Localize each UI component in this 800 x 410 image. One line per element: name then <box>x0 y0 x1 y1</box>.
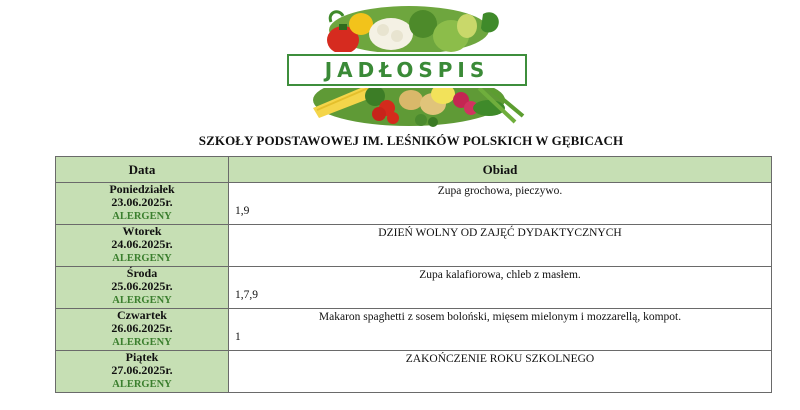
allergen-codes: 1,7,9 <box>235 289 258 301</box>
allergen-label: ALERGENY <box>112 210 172 222</box>
day-name: Środa <box>126 266 158 280</box>
day-cell <box>56 309 229 351</box>
logo-title: JADŁOSPIS <box>324 58 490 82</box>
day-cell <box>56 351 229 393</box>
table-row <box>56 225 772 267</box>
table-row <box>56 183 772 225</box>
menu-logo <box>283 4 536 128</box>
day-name: Poniedziałek <box>109 182 175 196</box>
meal-description: Zupa kalafiorowa, chleb z masłem. <box>419 269 581 281</box>
day-cell <box>56 183 229 225</box>
allergen-label: ALERGENY <box>112 378 172 390</box>
allergen-label: ALERGENY <box>112 336 172 348</box>
meal-cell <box>229 309 772 351</box>
meal-description: ZAKOŃCZENIE ROKU SZKOLNEGO <box>405 353 595 365</box>
allergen-label: ALERGENY <box>112 294 172 306</box>
day-name: Piątek <box>125 350 159 364</box>
menu-table <box>55 156 772 393</box>
day-date: 26.06.2025r. <box>111 321 173 336</box>
day-cell <box>56 225 229 267</box>
table-row <box>56 267 772 309</box>
meal-cell <box>229 351 772 393</box>
day-date: 27.06.2025r. <box>111 363 173 378</box>
column-header-lunch: Obiad <box>229 157 772 183</box>
meal-cell <box>229 267 772 309</box>
table-row <box>56 351 772 393</box>
allergen-label: ALERGENY <box>112 252 172 264</box>
day-date: 24.06.2025r. <box>111 237 173 252</box>
table-row <box>56 309 772 351</box>
day-date: 23.06.2025r. <box>111 195 173 210</box>
allergen-codes: 1,9 <box>235 205 250 217</box>
day-date: 25.06.2025r. <box>111 279 173 294</box>
day-cell <box>56 267 229 309</box>
logo-banner <box>287 54 527 86</box>
meal-description: Zupa grochowa, pieczywo. <box>437 185 563 197</box>
allergen-codes: 1 <box>235 331 241 343</box>
meal-cell <box>229 225 772 267</box>
day-name: Czwartek <box>117 308 167 322</box>
column-header-date: Data <box>56 157 229 183</box>
table-header-row <box>56 157 772 183</box>
school-title: SZKOŁY PODSTAWOWEJ IM. LEŚNIKÓW POLSKICH W GĘBICACH <box>198 133 624 148</box>
meal-description: DZIEŃ WOLNY OD ZAJĘĆ DYDAKTYCZNYCH <box>378 227 622 239</box>
day-name: Wtorek <box>122 224 162 238</box>
meal-description: Makaron spaghetti z sosem boloński, mięsem mielonym i mozzarellą, kompot. <box>318 311 682 323</box>
meal-cell <box>229 183 772 225</box>
